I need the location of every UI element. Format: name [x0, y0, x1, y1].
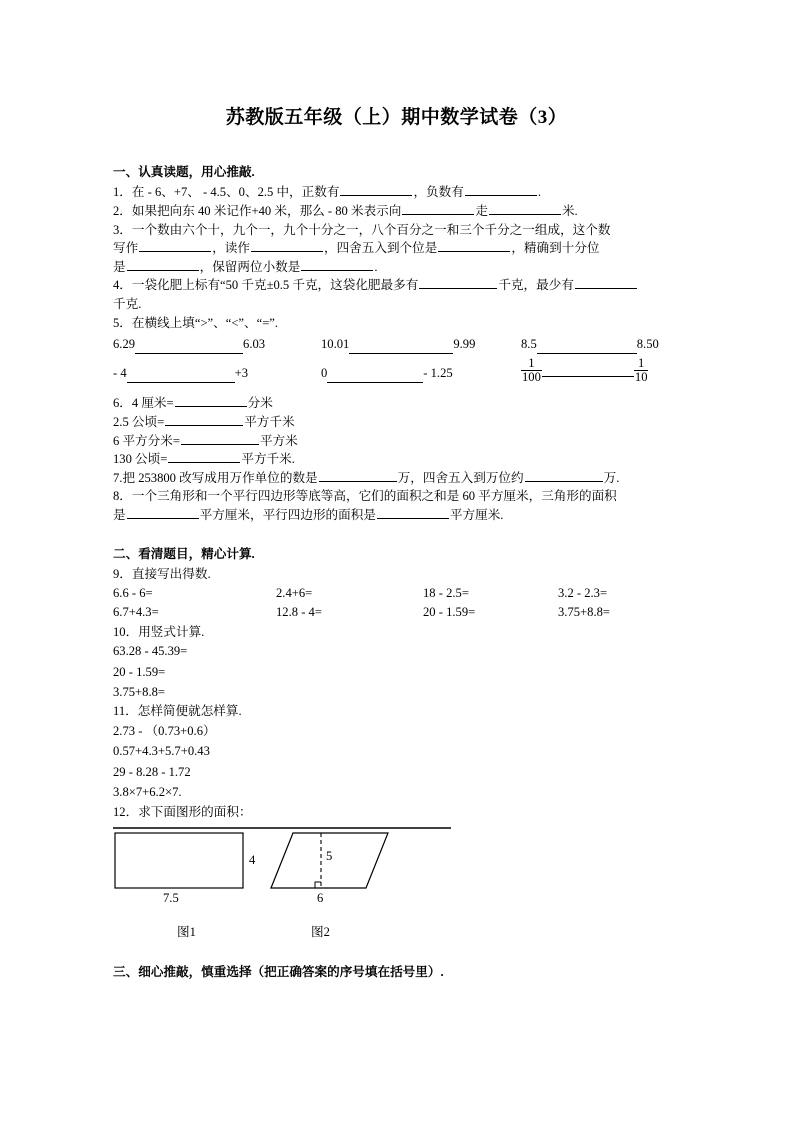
question-5-cell-2-1 — [113, 364, 321, 383]
question-6-text-4a: 130 公顷= — [113, 452, 168, 467]
question-1-blank-2[interactable] — [465, 183, 537, 196]
q5-blank-2-3[interactable] — [542, 375, 634, 377]
question-3-text-c: ，四舍五入到个位是 — [323, 241, 438, 256]
question-1-text-c: . — [537, 185, 541, 200]
question-5-heading: 5．在横线上填“>”、“<”、“=”. — [113, 315, 279, 330]
q5-right-1-3: 8.50 — [636, 337, 659, 352]
spacer-before-section-2 — [113, 525, 686, 545]
question-7-text-b: 万，四舍五入到万位约 — [397, 470, 524, 485]
q5-left-1-3: 8.5 — [521, 337, 537, 352]
question-5-row-1 — [113, 335, 686, 354]
question-3-line-1: 3．一个数由六个十，九个一，九个十分之一，八个百分之一和三个千分之一组成，这个数 — [113, 222, 611, 237]
question-1-text-b: ，负数有 — [413, 185, 464, 200]
question-9-item-6: 12.8 - 4= — [276, 605, 322, 620]
q5-fraction-right-denominator: 10 — [634, 369, 648, 384]
question-9-item-5: 6.7+4.3= — [113, 605, 159, 620]
q5-left-2-1: - 4 — [113, 366, 127, 381]
question-9-item-1: 6.6 - 6= — [113, 585, 153, 600]
question-6-text-1a: 6．4 厘米= — [113, 396, 174, 411]
q5-fraction-left — [521, 357, 542, 383]
question-3-text-f: ，保留两位小数是 — [199, 259, 301, 274]
q5-blank-1-3[interactable] — [537, 341, 637, 354]
question-2-text-c: 米. — [561, 203, 578, 218]
question-1-blank-1[interactable] — [340, 183, 412, 196]
question-9-item-3: 18 - 2.5= — [423, 585, 469, 600]
question-6-line-2 — [113, 413, 686, 432]
question-10-item-3: 3.75+8.8= — [113, 685, 165, 700]
q5-blank-2-1[interactable] — [127, 370, 235, 383]
question-8-text-c: 平方厘米. — [449, 508, 504, 523]
q5-fraction-right-numerator: 1 — [638, 356, 645, 371]
figure-1-rectangle — [115, 833, 243, 888]
question-2-text-b: 走 — [475, 203, 488, 218]
question-3-blank-2[interactable] — [251, 239, 323, 252]
q5-blank-2-2[interactable] — [327, 370, 423, 383]
question-5-cell-1-1 — [113, 335, 321, 354]
figure-1-width-label: 7.5 — [163, 891, 179, 906]
question-3-blank-1[interactable] — [139, 239, 211, 252]
question-1 — [113, 183, 686, 202]
q5-fraction-left-denominator: 100 — [522, 369, 541, 384]
question-9-item-4: 3.2 - 2.3= — [558, 585, 608, 600]
question-6-blank-2[interactable] — [165, 413, 243, 426]
question-9-heading: 9．直接写出得数. — [113, 566, 211, 581]
question-4-line-1 — [113, 276, 686, 295]
figure-2-right-angle-marker — [315, 882, 321, 888]
question-3-blank-4[interactable] — [127, 258, 199, 271]
question-3-text-d: ，精确到十分位 — [511, 241, 600, 256]
figure-2-height-label: 5 — [326, 849, 333, 864]
question-9-grid — [113, 584, 686, 623]
question-5-cell-2-2 — [321, 364, 521, 383]
question-5-compare-grid — [113, 335, 686, 383]
question-4-blank-1[interactable] — [419, 276, 497, 289]
question-2-blank-2[interactable] — [489, 202, 561, 215]
question-8-text-a: 是 — [113, 508, 126, 523]
question-8-line-1: 8．一个三角形和一个平行四边形等底等高，它们的面积之和是 60 平方厘米，三角形的面积 — [113, 489, 617, 504]
question-4-line-2: 千克. — [113, 297, 142, 311]
question-7-text-a: 7.把 253800 改写成用万作单位的数是 — [113, 470, 318, 485]
question-6-text-4b: 平方千米. — [241, 452, 295, 467]
question-12-captions — [113, 921, 686, 947]
question-11-item-2: 0.57+4.3+5.7+0.43 — [113, 744, 210, 759]
question-3-text-e: 是 — [113, 259, 126, 274]
question-6-text-2b: 平方千米 — [244, 414, 295, 429]
question-4-blank-2[interactable] — [575, 276, 637, 289]
question-3-blank-5[interactable] — [301, 258, 373, 271]
question-12-figures — [113, 825, 686, 921]
question-7 — [113, 469, 686, 488]
question-7-blank-2[interactable] — [525, 469, 603, 482]
question-5-cell-1-3 — [521, 335, 686, 354]
question-3-text-g: . — [374, 259, 378, 274]
question-10-item-1: 63.28 - 45.39= — [113, 644, 188, 659]
spacer-before-section-3 — [113, 947, 686, 963]
question-9-item-2: 2.4+6= — [276, 585, 313, 600]
figure-1-caption: 图1 — [177, 925, 196, 940]
q5-right-2-1: +3 — [234, 366, 249, 381]
q5-blank-1-1[interactable] — [135, 341, 243, 354]
section-3-heading: 三、细心推敲，慎重选择（把正确答案的序号填在括号里）. — [113, 965, 444, 980]
question-6-text-1b: 分米 — [247, 396, 273, 411]
question-11-heading: 11．怎样简便就怎样算. — [113, 704, 242, 719]
question-5-cell-2-3 — [521, 357, 686, 383]
page-title: 苏教版五年级（上）期中数学试卷（3） — [225, 107, 568, 128]
q5-right-1-1: 6.03 — [243, 337, 266, 352]
figure-2-base-label: 6 — [317, 891, 324, 906]
question-11-item-3: 29 - 8.28 - 1.72 — [113, 764, 191, 779]
question-7-text-c: 万. — [603, 470, 620, 485]
question-10-heading: 10．用竖式计算. — [113, 624, 205, 639]
question-11-item-4: 3.8×7+6.2×7. — [113, 785, 182, 800]
question-3-blank-3[interactable] — [438, 239, 510, 252]
q5-blank-1-2[interactable] — [349, 341, 453, 354]
question-12-heading: 12．求下面图形的面积： — [113, 804, 252, 819]
q5-right-1-2: 9.99 — [453, 337, 476, 352]
question-8-line-2 — [113, 506, 686, 525]
q5-right-2-2: - 1.25 — [423, 366, 453, 381]
question-9-item-7: 20 - 1.59= — [423, 605, 476, 620]
question-6-text-3b: 平方米 — [259, 433, 298, 448]
question-6-text-2a: 2.5 公顷= — [113, 414, 165, 429]
question-6-blank-4[interactable] — [168, 450, 240, 463]
section-2-heading: 二、看清题目，精心计算. — [113, 546, 255, 561]
question-3-line-2 — [113, 239, 686, 258]
q5-fraction-left-numerator: 1 — [528, 356, 535, 371]
question-6-line-4 — [113, 450, 686, 469]
spacer-before-q6 — [113, 386, 686, 394]
q5-left-1-2: 10.01 — [321, 337, 350, 352]
question-8-blank-2[interactable] — [377, 506, 449, 519]
section-1-heading: 一、认真读题，用心推敲. — [113, 165, 255, 179]
question-2-text-a: 2．如果把向东 40 米记作+40 米，那么 - 80 米表示向 — [113, 203, 402, 218]
q5-left-2-2: 0 — [321, 366, 328, 381]
question-7-blank-1[interactable] — [319, 469, 397, 482]
question-1-text-a: 1．在 - 6、+7、 - 4.5、0、2.5 中，正数有 — [113, 185, 340, 200]
question-3-text-b: ，读作 — [212, 241, 250, 256]
question-2-blank-1[interactable] — [402, 202, 474, 215]
question-6-line-3 — [113, 432, 686, 451]
question-6-text-3a: 6 平方分米= — [113, 433, 180, 448]
figure-2-caption: 图2 — [311, 925, 330, 940]
question-5-cell-1-2 — [321, 335, 521, 354]
question-6-blank-3[interactable] — [181, 432, 259, 445]
question-9-item-8: 3.75+8.8= — [558, 605, 610, 620]
question-10-item-2: 20 - 1.59= — [113, 664, 166, 679]
question-4-text-b: 千克，最少有 — [498, 278, 574, 293]
question-6-blank-1[interactable] — [175, 394, 247, 407]
question-3-line-3 — [113, 258, 686, 277]
figure-1-height-label: 4 — [249, 853, 256, 868]
exam-body — [113, 163, 686, 983]
question-6-line-1 — [113, 394, 686, 413]
question-8-text-b: 平方厘米，平行四边形的面积是 — [199, 508, 376, 523]
question-8-blank-1[interactable] — [127, 506, 199, 519]
question-2 — [113, 202, 686, 221]
q5-left-1-1: 6.29 — [113, 337, 136, 352]
question-4-text-a: 4．一袋化肥上标有“50 千克±0.5 千克，这袋化肥最多有 — [113, 278, 419, 293]
q5-fraction-right — [634, 357, 649, 383]
question-5-row-2 — [113, 357, 686, 383]
question-11-item-1: 2.73 - （0.73+0.6） — [113, 724, 216, 739]
question-3-text-a: 写作 — [113, 241, 139, 256]
